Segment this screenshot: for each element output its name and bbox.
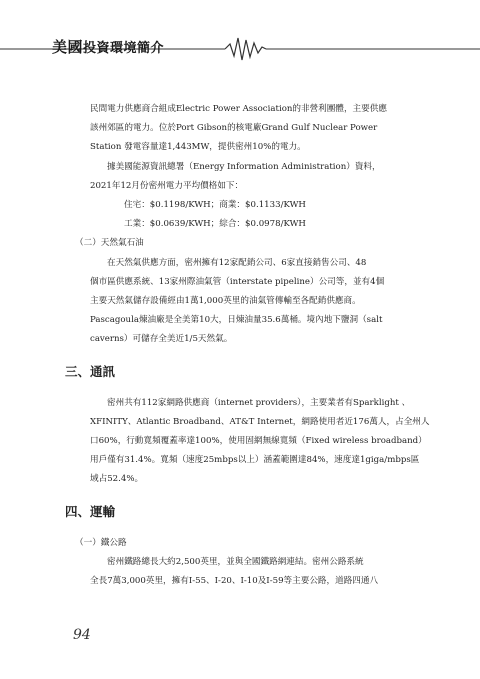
- header-waveform-decoration: [0, 0, 480, 70]
- subsection-heading: （一）鐵公路: [75, 537, 127, 548]
- price-line: 工業：$0.0639/KWH；綜合：$0.0978/KWH: [124, 219, 306, 230]
- text-line: Pascagoula煉油廠是全美第10大，日煉油量35.6萬桶。境內地下鹽洞（salt: [90, 315, 383, 326]
- text-line: 該州郊區的電力。位於Port Gibson的核電廠Grand Gulf Nuclear Power: [90, 123, 378, 134]
- text-line: 密州鐵路總長大約2,500英里，並與全國鐵路網連結。密州公路系統: [107, 556, 364, 567]
- text-line: 2021年12月份密州電力平均價格如下：: [90, 180, 244, 191]
- text-line: 域占52.4%。: [90, 474, 144, 485]
- text-line: 用戶僅有31.4%。寬頻（速度25mbps以上）涵蓋範圍達84%，速度達1giga/mbps區: [90, 455, 420, 466]
- text-line: 在天然氣供應方面，密州擁有12家配銷公司、6家直接銷售公司、48: [107, 257, 367, 268]
- section-heading: 三、通訊: [65, 363, 116, 379]
- text-line: 口60%，行動寬頻覆蓋率達100%，使用固網無線寬頻（Fixed wireless broadband）: [90, 436, 427, 447]
- text-line: 據美國能源資訊總署（Energy Information Administration）資料，: [107, 161, 381, 172]
- text-line: caverns）可儲存全美近1/5天然氣。: [90, 334, 233, 345]
- price-line: 住宅：$0.1198/KWH；商業：$0.1133/KWH: [124, 200, 306, 211]
- text-line: 全長7萬3,000英里，擁有I-55、I-20、I-10及I-59等主要公路，道路四通八: [90, 576, 379, 587]
- text-line: 密州共有112家網路供應商（internet providers），主要業者有Sparklight 、: [107, 397, 411, 408]
- text-line: 主要天然氣儲存設備經由1萬1,000英里的油氣管傳輸至各配銷供應商。: [90, 296, 361, 307]
- header-title: [52, 36, 164, 57]
- section-heading: 四、運輸: [65, 503, 116, 519]
- text-line: 民間電力供應商合組成Electric Power Association的非營利團體，主要供應: [90, 104, 387, 114]
- header-title-prefix: 美國: [52, 38, 84, 56]
- page-header: [0, 0, 480, 70]
- page-body: [65, 100, 430, 591]
- page-number: 94: [73, 627, 91, 643]
- text-line: 個市區供應系統、13家州際油氣管（interstate pipeline）公司等，並有4個: [90, 276, 385, 287]
- subsection-heading: （二）天然氣石油: [75, 238, 144, 249]
- header-title-rest: 投資環境簡介: [83, 41, 165, 56]
- text-line: Station 發電容量達1,443MW，提供密州10%的電力。: [90, 142, 306, 153]
- text-line: XFINITY、Atlantic Broadband、AT&T Internet，網路使用者近176萬人，占全州人: [90, 416, 430, 427]
